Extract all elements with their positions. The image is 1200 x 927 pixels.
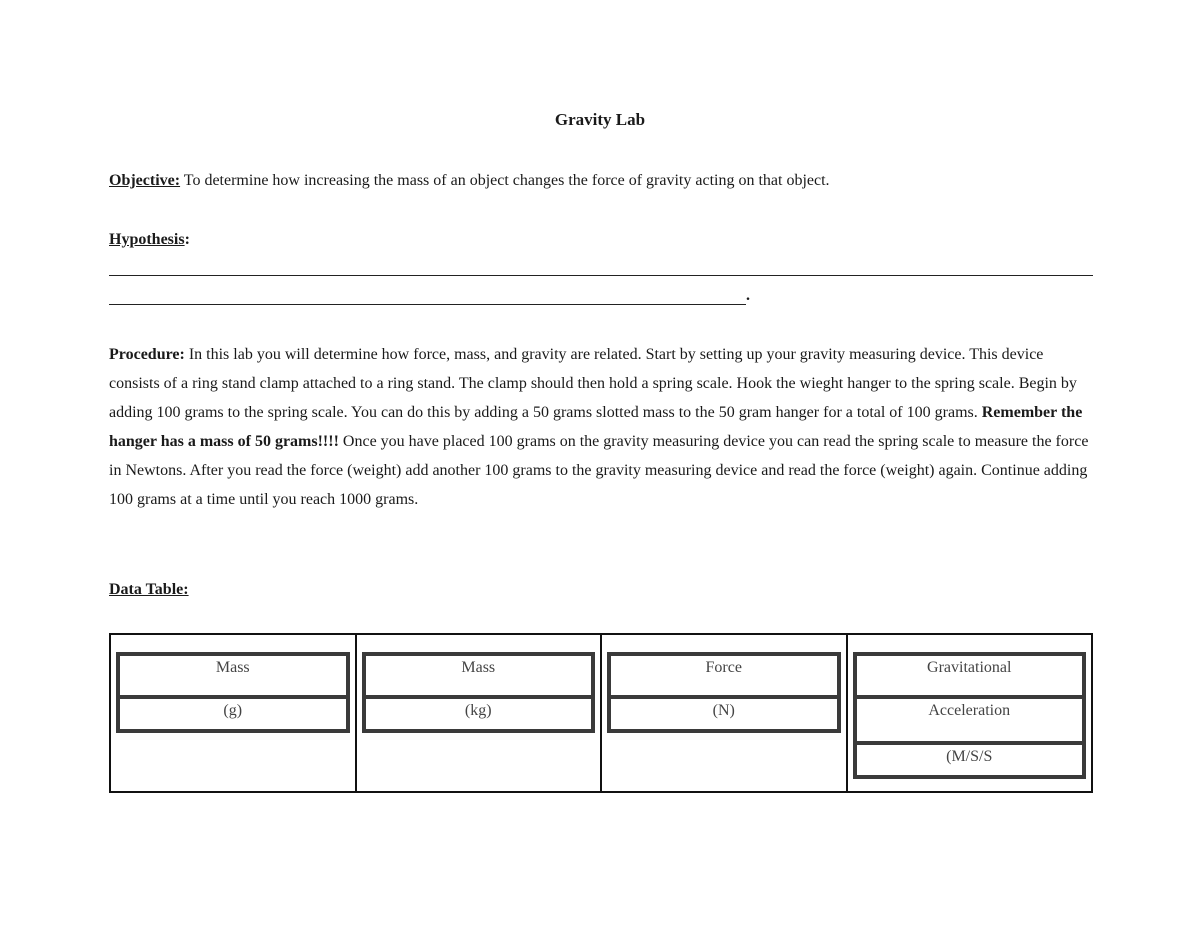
column-header-line2: Acceleration: [928, 702, 1011, 719]
hypothesis-heading: [109, 225, 1094, 254]
hypothesis-label: Hypothesis: [109, 231, 185, 248]
table-column-mass-g: [111, 635, 357, 791]
column-header-line1: Force: [705, 659, 742, 676]
table-header-cell: [853, 695, 1087, 745]
column-header-unit: (g): [223, 702, 243, 719]
table-column-mass-kg: [357, 635, 603, 791]
objective-text: To determine how increasing the mass of an object changes the force of gravity acting on that object.: [180, 172, 830, 189]
procedure-text-part2: Once you have placed 100 grams on the gravity measuring device you can read the spring scale to measure the force in Newtons. After you read the force (weight) add another 100 grams to the gravity measuring device and read the force (weight) again. Continue adding 100 grams at a time until you reach 1000 grams.: [109, 433, 1089, 508]
table-header-cell: [607, 695, 841, 733]
table-header-cell: [362, 695, 596, 733]
table-column-gravitational-acceleration: [848, 635, 1092, 791]
data-table: [109, 633, 1093, 793]
objective-label: Objective:: [109, 172, 181, 189]
hypothesis-answer-line-1[interactable]: [109, 275, 1093, 276]
table-header-cell: [362, 652, 596, 699]
page-title: Gravity Lab: [554, 110, 646, 129]
table-header-cell: [607, 652, 841, 699]
table-column-force: [602, 635, 848, 791]
procedure-paragraph: [109, 340, 1094, 514]
data-table-heading: [109, 575, 1094, 604]
column-header-line1: Mass: [461, 659, 496, 676]
table-header-cell: [853, 741, 1087, 779]
procedure-label: Procedure:: [109, 346, 185, 363]
data-table-label: Data Table:: [109, 581, 189, 598]
hypothesis-colon: :: [184, 231, 190, 248]
column-header-unit: (M/S/S: [946, 748, 993, 765]
table-header-cell: [116, 695, 350, 733]
hypothesis-period: .: [746, 287, 750, 304]
table-header-cell: [853, 652, 1087, 699]
table-header-cell: [116, 652, 350, 699]
column-header-unit: (kg): [464, 702, 492, 719]
objective-paragraph: [109, 166, 1094, 195]
column-header-line1: Mass: [215, 659, 250, 676]
procedure-text-part1: In this lab you will determine how force, mass, and gravity are related. Start by setting up your gravity measuring device. This device consists of a ring stand clamp attached to a ring stand. The clamp should then hold a spring scale. Hook the wieght hanger to the spring scale. Begin by adding 100 grams to the spring scale. You can do this by adding a 50 grams slotted mass to the 50 gram hanger for a total of 100 grams.: [109, 346, 1077, 421]
column-header-line1: Gravitational: [927, 659, 1012, 676]
column-header-unit: (N): [712, 702, 735, 719]
hypothesis-answer-line-2[interactable]: [109, 304, 746, 305]
procedure-emphasis: Remember the hanger has a mass of 50 grams!!!!: [109, 404, 1083, 450]
